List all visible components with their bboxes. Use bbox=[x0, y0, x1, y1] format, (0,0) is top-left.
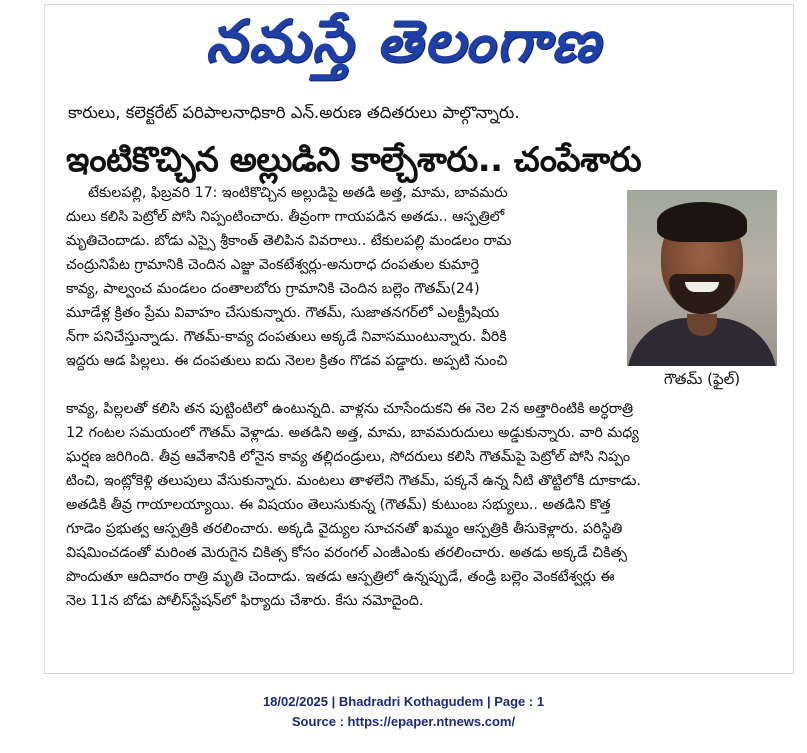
body-line: మూడేళ్ల క్రితం ప్రేమ వివాహం చేసుకున్నారు. గౌతమ్, సుజాతనగర్‌లో ఎలక్ట్రీషియ bbox=[66, 305, 500, 321]
footer-source: Source : https://epaper.ntnews.com/ bbox=[291, 714, 516, 729]
body-line: ఘర్షణ జరిగింది. తీవ్ర ఆవేశానికి లోనైన కావ్య తల్లిదండ్రులు, సోదరులు కలిసి గౌతమ్‌పై పెట్రోల్ పోసి నిప్పం bbox=[66, 449, 631, 465]
body-line: న్‌గా పనిచేస్తున్నాడు. గౌతమ్-కావ్య దంపతులు అక్కడే నివాసముంటున్నారు. వీరికి bbox=[66, 329, 507, 345]
previous-article-line: కారులు, కలెక్టరేట్ పరిపాలనాధికారి ఎన్.అరుణ తదితరులు పాల్గొన్నారు. bbox=[68, 103, 520, 122]
body-line: గూడెం ప్రభుత్వ ఆస్పత్రికి తరలించారు. అక్కడి వైద్యుల సూచనతో ఖమ్మం ఆస్పత్రికి తీసుకెళ్లారు. పరిస్థితి bbox=[66, 521, 623, 537]
body-line: 12 గంటల సమయంలో గౌతమ్ వెళ్లాడు. అతడిని అత్త, మామ, బావమరుదులు అడ్డుకున్నారు. వారి మధ్య bbox=[66, 425, 639, 441]
body-line: ఇద్దరు ఆడ పిల్లలు. ఈ దంపతులు ఐదు నెలల క్రితం గొడవ పడ్డారు. అప్పటి నుంచి bbox=[66, 353, 508, 369]
photo-beard bbox=[669, 274, 735, 314]
photo-caption: గౌతమ్ (ఫైల్) bbox=[627, 366, 777, 392]
body-line: దులు కలిసి పెట్రోల్ పోసి నిప్పంటించారు. తీవ్రంగా గాయపడిన అతడు.. ఆస్పత్రిలో bbox=[66, 209, 505, 225]
body-line: అతడికి తీవ్ర గాయాలయ్యాయి. ఈ విషయం తెలుసుకున్న (గౌతమ్) కుటుంబ సభ్యులు.. అతడిని కొత్త bbox=[66, 497, 611, 513]
body-line: కావ్య, పాల్వంచ మండలం దంతాలబోరు గ్రామానికి చెందిన బల్లెం గౌతమ్(24) bbox=[66, 281, 480, 297]
body-line: కావ్య, పిల్లలతో కలిసి తన పుట్టింటిలో ఉంటున్నది. వాళ్లను చూసేందుకని ఈ నెల 2న అత్తారింటికి అర్ధరాత్రి bbox=[66, 401, 634, 417]
masthead-title: నమస్తే తెలంగాణ bbox=[205, 7, 602, 75]
body-line: నెల 11న బోడు పోలీస్‌స్టేషన్‌లో ఫిర్యాదు చేశారు. కేసు నమోదైంది. bbox=[66, 593, 424, 609]
article-headline: ఇంటికొచ్చిన అల్లుడిని కాల్చేశారు.. చంపేశారు bbox=[66, 140, 642, 180]
body-line: మృతిచెందాడు. బోడు ఎస్సై శ్రీకాంత్ తెలిపిన వివరాలు.. టేకులపల్లి మండలం రామ bbox=[66, 233, 512, 249]
body-line: పొందుతూ ఆదివారం రాత్రి మృతి చెందాడు. ఇతడు ఆస్పత్రిలో ఉన్నప్పుడే, తండ్రి బల్లెం వెంకటేశ్వర్లు ఈ bbox=[66, 569, 615, 585]
body-line: టించి, ఇంట్లోకెళ్లి తలుపులు వేసుకున్నారు. మంటలు తాళలేని గౌతమ్, పక్కనే ఉన్న నీటి తొట్టిలోకి దూకాడు. bbox=[66, 473, 641, 489]
photo-smile bbox=[685, 282, 719, 292]
photo-hair bbox=[657, 202, 747, 242]
article-photo bbox=[627, 190, 777, 392]
body-line: టేకులపల్లి, ఫిబ్రవరి 17: ఇంటికొచ్చిన అల్లుడిపై అతడి అత్త, మామ, బావమరు bbox=[88, 185, 508, 201]
footer-date-edition: 18/02/2025 | Bhadradri Kothagudem | Page : 1 bbox=[262, 694, 545, 709]
body-line: విషమించడంతో మరింత మెరుగైన చికిత్స కోసం వరంగల్ ఎంజీఎంకు తరలించారు. అతడు అక్కడే చికిత్స bbox=[66, 545, 628, 561]
body-line: చంద్రునిపేట గ్రామానికి చెందిన ఎజ్జు వెంకటేశ్వర్లు-అనురాధ దంపతుల కుమార్తె bbox=[66, 257, 480, 273]
